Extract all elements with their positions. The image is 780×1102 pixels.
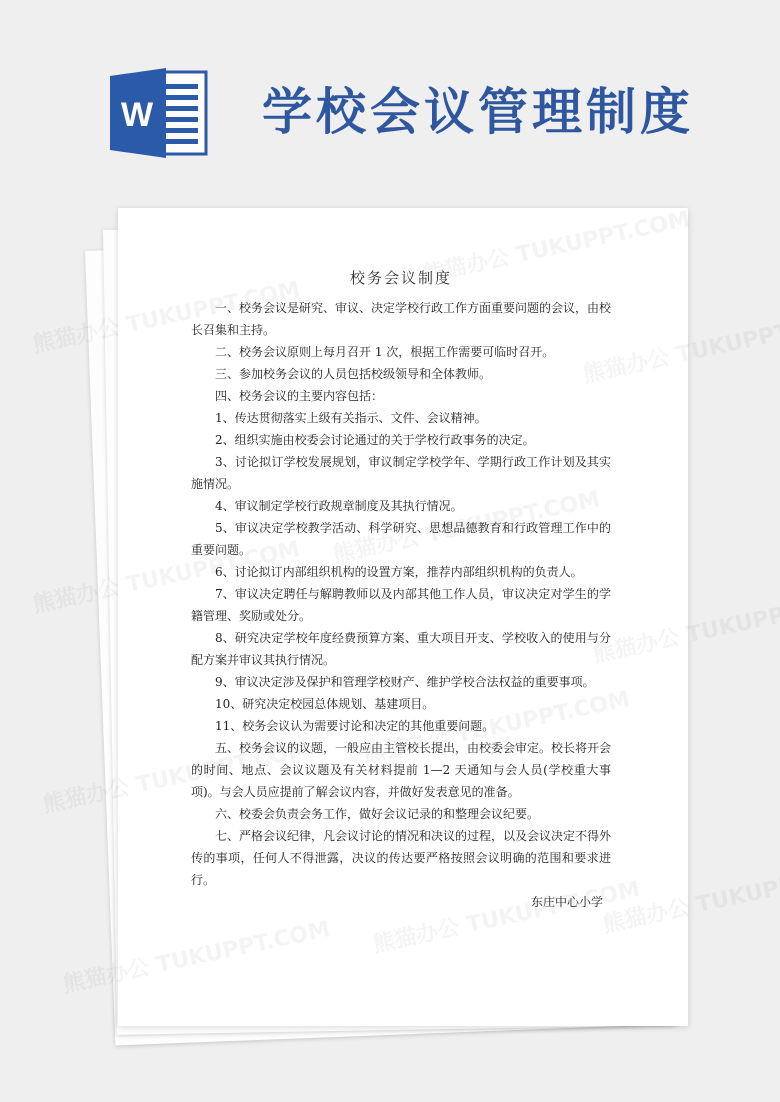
header-banner [0, 0, 780, 200]
paragraph: 三、参加校务会议的人员包括校级领导和全体教师。 [215, 367, 492, 381]
paragraph: 六、校委会负责会务工作，做好会议记录的和整理会议纪要。 [215, 807, 540, 821]
list-item: 4、审议制定学校行政规章制度及其执行情况。 [215, 499, 463, 513]
word-icon-letter: W [120, 96, 154, 134]
list-item: 8、研究决定学校年度经费预算方案、重大项目开支、学校收入的使用与分配方案并审议其执行情况。 [191, 631, 611, 667]
paragraph: 七、严格会议纪律，凡会议讨论的情况和决议的过程，以及会议决定不得外传的事项，任何人不得泄露，决议的传达要严格按照会议明确的范围和要求进行。 [191, 829, 612, 887]
list-item: 5、审议决定学校教学活动、科学研究、思想品德教育和行政管理工作中的重要问题。 [191, 521, 611, 557]
list-item: 1、传达贯彻落实上级有关指示、文件、会议精神。 [215, 411, 487, 425]
list-item: 3、讨论拟订学校发展规划，审议制定学校学年、学期行政工作计划及其实施情况。 [191, 455, 611, 491]
word-document-icon [110, 68, 208, 158]
list-item: 2、组织实施由校委会讨论通过的关于学校行政事务的决定。 [215, 433, 535, 447]
paragraph: 二、校务会议原则上每月召开 1 次，根据工作需要可临时召开。 [215, 345, 555, 359]
paragraph: 五、校务会议的议题，一般应由主管校长提出，由校委会审定。校长将开会的时间、地点、会议议题及有关材料提前 1—2 天通知与会人员(学校重大事项)。与会人员应提前了解会议内容，并做好发表意见的准备。 [191, 741, 612, 799]
paragraph: 四、校务会议的主要内容包括： [215, 389, 384, 403]
paragraph: 一、校务会议是研究、审议、决定学校行政工作方面重要问题的会议，由校长召集和主持。 [191, 301, 612, 337]
list-item: 10、研究决定校园总体规划、基建项目。 [215, 697, 435, 711]
list-item: 6、讨论拟订内部组织机构的设置方案，推荐内部组织机构的负责人。 [215, 565, 583, 579]
signature: 东庄中心小学 [530, 895, 603, 909]
document-title: 校务会议制度 [349, 269, 452, 287]
list-item: 9、审议决定涉及保护和管理学校财产、维护学校合法权益的重要事项。 [215, 675, 595, 689]
document-body [191, 265, 611, 913]
page-heading: 学校会议管理制度 [262, 83, 694, 141]
list-item: 7、审议决定聘任与解聘教师以及内部其他工作人员，审议决定对学生的学籍管理、奖励或处分。 [191, 587, 611, 623]
list-item: 11、校务会议认为需要讨论和决定的其他重要问题。 [215, 719, 495, 733]
